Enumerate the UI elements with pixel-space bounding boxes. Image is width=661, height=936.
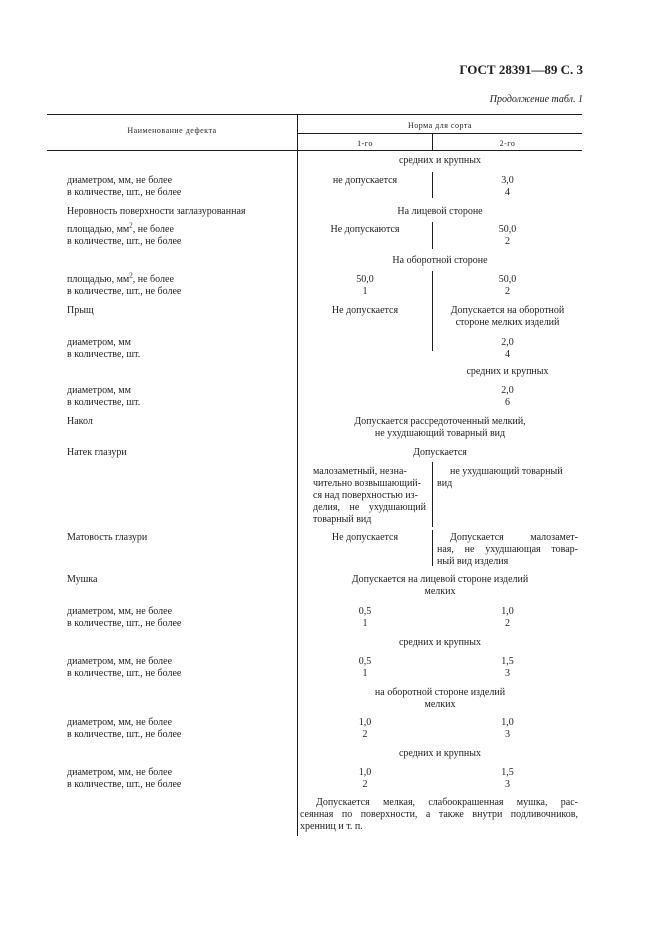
table-cell-first: 0,5 1 — [358, 656, 372, 679]
table-cell-first: Не допускается — [331, 305, 399, 316]
table-cell-defect: диаметром, мм в количестве, шт. — [67, 385, 141, 408]
table-cell-defect: Мушка — [67, 574, 98, 585]
table-cell-defect: диаметром, мм в количестве, шт. — [67, 337, 141, 360]
column-header-norm: Норма для сорта — [407, 121, 473, 130]
table-cell-defect: Натек глазури — [67, 447, 127, 458]
table-cell-defect: Неровность поверхности заглазурованная — [67, 206, 246, 217]
table-cell-span: На лицевой стороне — [397, 206, 483, 217]
table-cell-defect: Накол — [67, 416, 93, 427]
table-cell-second: Допускается малозамет- ная, не ухудшающая товар- ный вид изделия — [437, 532, 578, 567]
table-cell-second: 1,0 2 — [501, 606, 514, 629]
table-continuation-note: Продолжение табл. 1 — [489, 94, 583, 105]
table-cell-first: Не допускается — [331, 532, 399, 543]
page-header-title: ГОСТ 28391—89 С. 3 — [459, 62, 583, 77]
table-cell-span: средних и крупных — [398, 637, 482, 648]
table-cell-second: 1,5 3 — [501, 656, 514, 679]
table-cell-span: Допускается на лицевой стороне изделий мелких — [351, 574, 529, 597]
table-cell-defect: Прыщ — [67, 305, 94, 316]
table-cell-defect: площадью, $мм^2$, не более в количестве, шт., не более — [67, 271, 182, 297]
table-cell-defect: диаметром, мм, не более в количестве, шт., не более — [67, 767, 182, 790]
column-divider-segment — [432, 462, 433, 527]
table-cell-second: 2,0 4 — [501, 337, 514, 360]
table-cell-defect: диаметром, мм, не более в количестве, шт., не более — [67, 717, 182, 740]
table-cell-defect: диаметром, мм, не более в количестве, шт., не более — [67, 656, 182, 679]
table-cell-defect: Матовость глазури — [67, 532, 148, 543]
header-bottom-rule — [47, 150, 582, 151]
table-cell-span: Допускается — [413, 447, 467, 458]
table-cell-span: Допускается рассредоточенный мелкий, не ухудшающий товарный вид — [354, 416, 526, 439]
table-cell-span: Допускается мелкая, слабоокрашенная мушка, рас- сеянная по поверхности, а также внутри подливочников, хренниц и т. п. — [300, 797, 578, 832]
table-cell-span: средних и крупных — [398, 748, 482, 759]
table-cell-first: Не допускаются — [330, 224, 400, 235]
table-cell-span: На оборотной стороне — [392, 255, 488, 266]
header-sub-rule — [297, 133, 582, 134]
table-cell-first: 1,0 2 — [358, 767, 372, 790]
table-cell-second: Допускается на оборотной стороне мелких изделий — [450, 305, 565, 328]
table-cell-first: 0,5 1 — [358, 606, 372, 629]
table-cell-second: 1,5 3 — [501, 767, 514, 790]
table-cell-second: средних и крупных — [466, 366, 549, 377]
table-cell-defect: диаметром, мм, не более в количестве, шт., не более — [67, 606, 182, 629]
table-cell-first: малозаметный, незна- чительно возвышающий- ся над поверхностью из- делия, не ухудшающий товарный вид — [313, 466, 426, 525]
column-header-first-grade: 1-го — [357, 139, 373, 148]
table-cell-second: 50,0 2 — [498, 274, 517, 297]
table-cell-second: 50,0 2 — [498, 224, 517, 247]
column-header-defect: Наименование дефекта — [127, 126, 217, 135]
table-cell-span: на оборотной стороне изделий мелких — [374, 687, 506, 710]
column-divider-segment — [432, 530, 433, 566]
table-cell-first: 1,0 2 — [358, 717, 372, 740]
table-cell-second: 1,0 3 — [501, 717, 514, 740]
table-cell-defect: площадью, $мм^2$, не более в количестве, шт., не более — [67, 221, 182, 247]
table-top-rule — [47, 114, 582, 115]
table-cell-second: 2,0 6 — [501, 385, 514, 408]
column-header-second-grade: 2-го — [499, 139, 516, 148]
table-cell-second: не ухудшающий товарный вид — [437, 466, 563, 489]
table-cell-second: 3,0 4 — [501, 175, 514, 198]
table-cell-span: средних и крупных — [398, 155, 482, 166]
table-cell-first: не допускается — [332, 175, 398, 186]
table-cell-defect: диаметром, мм, не более в количестве, шт., не более — [67, 175, 182, 198]
table-cell-first: 50,0 1 — [356, 274, 374, 297]
